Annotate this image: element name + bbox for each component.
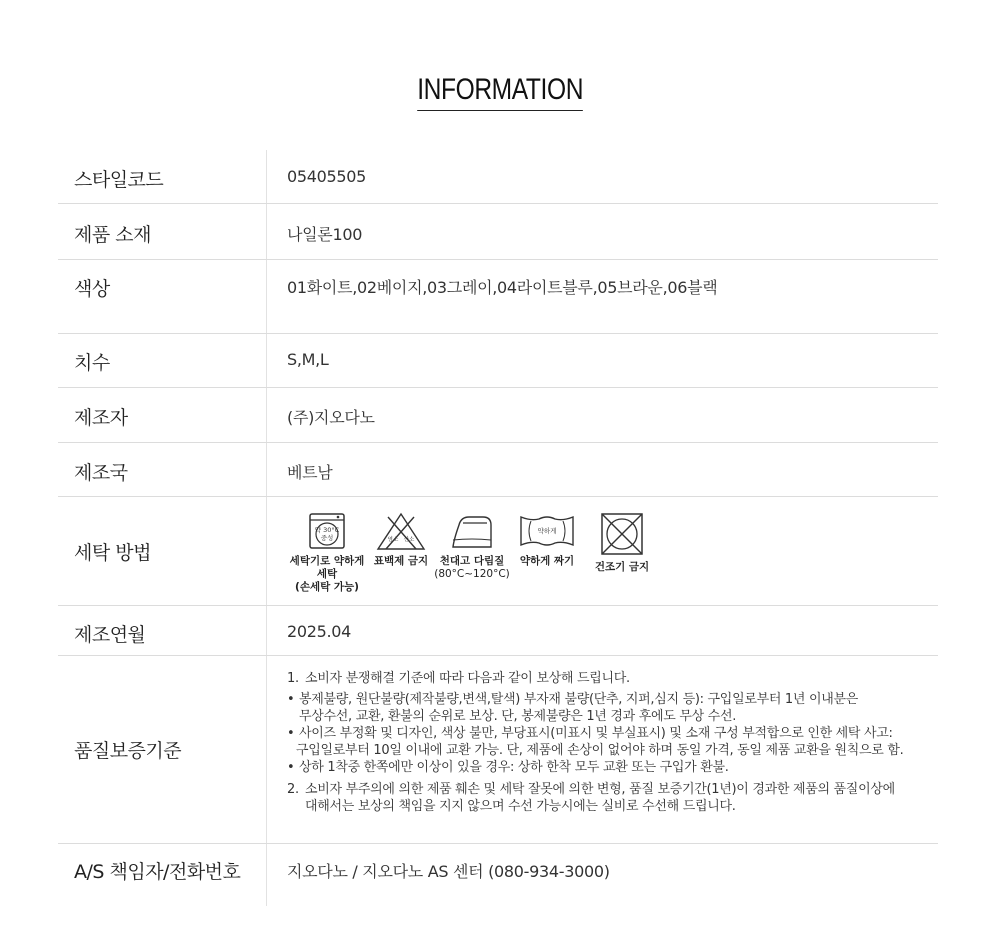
quality-bullet-1-line1: 봉제불량, 원단불량(제작불량,변색,탈색) 부자재 불량(단추, 지퍼,심지 등): 구입일로부터 1년 이내분은 (299, 692, 859, 707)
quality-item-1-text: 소비자 분쟁해결 기준에 따라 다음과 같이 보상해 드립니다. (305, 671, 630, 686)
iron-caption-line2: (80°C~120°C) (434, 568, 510, 580)
info-table (58, 150, 938, 906)
quality-bullet-3-text: 상하 1착중 한쪽에만 이상이 있을 경우: 상하 한착 모두 교환 또는 구입가 환불. (299, 760, 729, 775)
quality-label: 품질보증기준 (74, 740, 182, 762)
quality-bullet-2 (287, 725, 947, 759)
care-item-dryer (582, 511, 662, 594)
row-country (58, 443, 938, 497)
date-label: 제조연월 (74, 624, 146, 646)
iron-icon (449, 511, 495, 551)
country-label: 제조국 (74, 462, 128, 484)
style-code-label: 스타일코드 (74, 169, 164, 191)
material-label: 제품 소재 (74, 224, 151, 246)
row-washing (58, 497, 938, 606)
iron-caption (434, 555, 510, 581)
wash-caption (284, 555, 370, 594)
dryer-caption (595, 561, 649, 574)
date-value: 2025.04 (287, 622, 352, 641)
wring-gently-icon (517, 511, 577, 551)
row-material (58, 204, 938, 260)
wash-temp-text: 약 30°C (314, 526, 340, 534)
wring-inner-text: 약하게 (537, 527, 557, 535)
color-label: 색상 (74, 278, 110, 300)
bleach-oxygen-text: 산소 (403, 537, 415, 543)
washing-machine-icon (307, 511, 347, 551)
quality-item-1-num: 1. (287, 671, 299, 686)
country-value: 베트남 (287, 463, 333, 482)
row-style-code (58, 150, 938, 204)
washing-label: 세탁 방법 (74, 542, 151, 564)
quality-item-1 (287, 670, 947, 687)
bleach-caption-line1: 표백제 금지 (373, 555, 429, 567)
quality-bullet-2-line2: 구입일로부터 10일 이내에 교환 가능. 단, 제품에 손상이 없어야 하며 동일 가격, 동일 제품 교환을 원칙으로 함. (296, 743, 904, 758)
bullet-mark: • (287, 726, 295, 741)
row-size (58, 334, 938, 388)
material-value: 나일론100 (287, 225, 363, 244)
no-bleach-icon (375, 511, 427, 551)
row-quality (58, 656, 938, 844)
wash-neutral-text: 중성 (320, 534, 334, 542)
wring-caption (520, 555, 574, 568)
color-value: 01화이트,02베이지,03그레이,04라이트블루,05브라운,06블랙 (287, 278, 718, 297)
size-value: S,M,L (287, 350, 329, 369)
care-item-iron (432, 511, 512, 594)
dryer-caption-line1: 건조기 금지 (594, 561, 650, 573)
size-label: 치수 (74, 352, 110, 374)
wash-caption-line1: 세탁기로 약하게 세탁 (289, 555, 365, 580)
quality-bullet-2-line1: 사이즈 부정확 및 디자인, 색상 불만, 부당표시(미표시 및 부실표시) 및 소재 구성 부적합으로 인한 세탁 사고: (299, 726, 893, 741)
care-item-wash (284, 511, 370, 594)
quality-bullet-1 (287, 691, 947, 725)
care-icons (284, 511, 662, 594)
quality-text (287, 670, 947, 815)
style-code-value: 05405505 (287, 167, 367, 186)
wash-caption-line2: (손세탁 가능) (295, 581, 359, 593)
quality-item-2-line1: 소비자 부주의에 의한 제품 훼손 및 세탁 잘못에 의한 변형, 품질 보증기간(1년)이 경과한 제품의 품질이상에 (305, 782, 895, 797)
maker-value: (주)지오다노 (287, 408, 375, 427)
as-label: A/S 책임자/전화번호 (74, 861, 241, 883)
quality-item-2 (287, 781, 947, 815)
row-color (58, 260, 938, 334)
page-title-wrap (0, 72, 1000, 111)
quality-bullet-1-line2: 무상수선, 교환, 환불의 순위로 보상. 단, 봉제불량은 1년 경과 후에도 무상 수선. (299, 709, 737, 724)
maker-label: 제조자 (74, 407, 128, 429)
iron-caption-line1: 천대고 다림질 (439, 555, 505, 567)
row-as (58, 844, 938, 906)
quality-item-2-num: 2. (287, 782, 299, 797)
row-date (58, 606, 938, 656)
bullet-mark: • (287, 760, 295, 775)
as-value: 지오다노 / 지오다노 AS 센터 (080-934-3000) (287, 862, 610, 881)
bleach-chlorine-text: 염소 (387, 537, 399, 543)
bullet-mark: • (287, 692, 295, 707)
wring-caption-line1: 약하게 짜기 (519, 555, 575, 567)
no-tumble-dry-icon (599, 511, 645, 557)
bleach-caption (374, 555, 428, 568)
page-title: INFORMATION (417, 72, 583, 111)
quality-bullet-3 (287, 759, 947, 776)
care-item-wring (512, 511, 582, 594)
row-maker (58, 388, 938, 443)
care-item-bleach (370, 511, 432, 594)
quality-item-2-line2: 대해서는 보상의 책임을 지지 않으며 수선 가능시에는 실비로 수선해 드립니다. (305, 799, 736, 814)
